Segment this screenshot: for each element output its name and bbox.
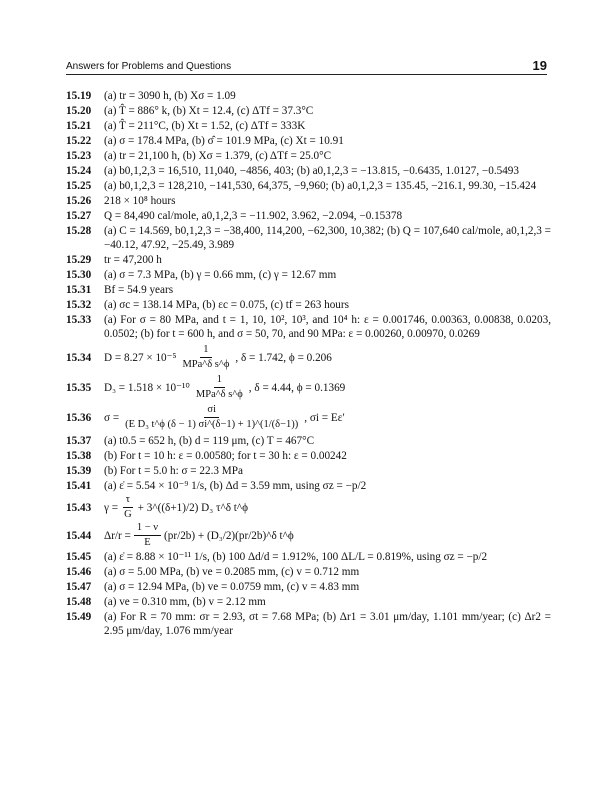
equation-lhs: D = 8.27 × 10⁻⁵ bbox=[104, 351, 177, 364]
answer-item bbox=[66, 134, 551, 148]
answer-number: 15.43 bbox=[66, 501, 92, 514]
answer-number: 15.20 bbox=[66, 105, 92, 117]
answer-number: 15.41 bbox=[66, 480, 92, 492]
answer-text: (b) For t = 10 h: ε = 0.00580; for t = 30 h: ε = 0.00242 bbox=[104, 450, 347, 462]
answer-item bbox=[66, 464, 551, 478]
answer-number: 15.38 bbox=[66, 450, 92, 462]
answer-item-equation bbox=[66, 344, 551, 371]
numerator: τ bbox=[123, 494, 133, 508]
answer-text: (a) T̂ = 886° k, (b) Xt = 12.4, (c) ΔTf = 37.3°C bbox=[104, 105, 314, 117]
answer-item bbox=[66, 104, 551, 118]
header-rule bbox=[66, 74, 547, 75]
answer-number: 15.28 bbox=[66, 225, 92, 237]
denominator: (E D₃ t^ϕ (δ − 1) σi^(δ−1) + 1)^(1/(δ−1)) bbox=[125, 419, 299, 430]
fraction bbox=[179, 344, 232, 371]
answer-item bbox=[66, 550, 551, 564]
answer-item-equation bbox=[66, 374, 551, 401]
equation-rhs: , σi = Eε′ bbox=[304, 411, 345, 424]
answer-text: (b) For t = 5.0 h: σ = 22.3 MPa bbox=[104, 465, 243, 477]
answer-number: 15.27 bbox=[66, 210, 92, 222]
answer-number: 15.35 bbox=[66, 381, 92, 394]
equation-lhs: Δr/r = bbox=[104, 529, 131, 542]
equation-lhs: D₃ = 1.518 × 10⁻¹⁰ bbox=[104, 381, 190, 394]
equation bbox=[104, 494, 551, 521]
answer-number: 15.25 bbox=[66, 180, 92, 192]
fraction bbox=[122, 404, 301, 431]
answer-item-equation bbox=[66, 404, 551, 431]
answer-number: 15.44 bbox=[66, 529, 92, 542]
answer-number: 15.39 bbox=[66, 465, 92, 477]
answers-list bbox=[66, 89, 551, 639]
answer-text: Q = 84,490 cal/mole, a0,1,2,3 = −11.902, 3.962, −2.094, −0.15378 bbox=[104, 210, 403, 222]
answer-text: (a) tr = 3090 h, (b) Xσ = 1.09 bbox=[104, 90, 236, 102]
answer-item bbox=[66, 253, 551, 267]
answer-number: 15.19 bbox=[66, 90, 92, 102]
answer-number: 15.34 bbox=[66, 351, 92, 364]
answer-item bbox=[66, 179, 551, 193]
answer-text: (a) T̂ = 211°C, (b) Xt = 1.52, (c) ΔTf = 333K bbox=[104, 120, 306, 132]
denominator: G bbox=[124, 509, 132, 520]
answer-item bbox=[66, 298, 551, 312]
answer-number: 15.30 bbox=[66, 269, 92, 281]
answer-text: (a) σ = 5.00 MPa, (b) ve = 0.2085 mm, (c) v = 0.712 mm bbox=[104, 566, 360, 578]
answer-item-equation bbox=[66, 522, 551, 549]
answer-item bbox=[66, 565, 551, 579]
answer-item bbox=[66, 434, 551, 448]
equation bbox=[104, 522, 551, 549]
answer-number: 15.45 bbox=[66, 551, 92, 563]
equation-rhs: , δ = 1.742, ϕ = 0.206 bbox=[235, 351, 332, 364]
answer-number: 15.24 bbox=[66, 165, 92, 177]
answer-item bbox=[66, 610, 551, 638]
chapter-title: Answers for Problems and Questions bbox=[66, 61, 232, 72]
numerator: 1 bbox=[214, 374, 225, 388]
answer-number: 15.26 bbox=[66, 195, 92, 207]
answer-text: (a) σ = 12.94 MPa, (b) ve = 0.0759 mm, (c) v = 4.83 mm bbox=[104, 581, 360, 593]
fraction bbox=[193, 374, 246, 401]
answer-number: 15.47 bbox=[66, 581, 92, 593]
answer-item bbox=[66, 580, 551, 594]
answer-text: Bf = 54.9 years bbox=[104, 284, 174, 296]
answer-number: 15.31 bbox=[66, 284, 92, 296]
answer-item bbox=[66, 194, 551, 208]
equation-rhs: (pr/2b) + (D₃/2)(pr/2b)^δ t^ϕ bbox=[164, 529, 294, 542]
equation-lhs: σ = bbox=[104, 411, 120, 424]
page-number: 19 bbox=[532, 58, 547, 73]
answer-text: (a) σc = 138.14 MPa, (b) εc = 0.075, (c) tf = 263 hours bbox=[104, 299, 349, 311]
answer-item bbox=[66, 209, 551, 223]
answer-text: (a) σ = 178.4 MPa, (b) σ̂ = 101.9 MPa, (c) Xt = 10.91 bbox=[104, 135, 344, 147]
answer-item-equation bbox=[66, 494, 551, 521]
numerator: σi bbox=[204, 404, 219, 418]
answer-text: (a) t0.5 = 652 h, (b) d = 119 μm, (c) T = 467°C bbox=[104, 435, 315, 447]
answer-text: (a) ε̇ = 5.54 × 10⁻⁹ 1/s, (b) Δd = 3.59 mm, using σz = −p/2 bbox=[104, 480, 367, 492]
answer-text: (a) tr = 21,100 h, (b) Xσ = 1.379, (c) ΔTf = 25.0°C bbox=[104, 150, 332, 162]
answer-item bbox=[66, 313, 551, 341]
answer-text: (a) For R = 70 mm: σr = 2.93, σt = 7.68 MPa; (b) Δr1 = 3.01 μm/day, 1.101 mm/year; (c) Δr2 = 2.95 μm/day, 1.076 mm/year bbox=[104, 611, 551, 637]
answer-item bbox=[66, 595, 551, 609]
answer-item bbox=[66, 283, 551, 297]
fraction bbox=[121, 494, 135, 521]
answer-text: (a) C = 14.569, b0,1,2,3 = −38,400, 114,200, −62,300, 10,382; (b) Q = 107,640 cal/mole, a0,1,2,3 = −40.12, 47.92, −25.49, 3.989 bbox=[104, 225, 551, 251]
denominator: E bbox=[144, 537, 151, 548]
answer-number: 15.37 bbox=[66, 435, 92, 447]
equation bbox=[104, 344, 551, 371]
answer-number: 15.23 bbox=[66, 150, 92, 162]
denominator: MPa^δ s^ϕ bbox=[182, 359, 230, 370]
answer-item bbox=[66, 149, 551, 163]
answer-text: (a) b0,1,2,3 = 128,210, −141,530, 64,375, −9,960; (b) a0,1,2,3 = 135.45, −216.1, 99.30, −15.424 bbox=[104, 180, 537, 192]
answer-number: 15.33 bbox=[66, 314, 92, 326]
answer-item bbox=[66, 89, 551, 103]
answer-number: 15.36 bbox=[66, 411, 92, 424]
answer-number: 15.21 bbox=[66, 120, 92, 132]
equation bbox=[104, 374, 551, 401]
answer-item bbox=[66, 119, 551, 133]
numerator: 1 − ν bbox=[134, 522, 161, 536]
answer-number: 15.48 bbox=[66, 596, 92, 608]
answer-number: 15.22 bbox=[66, 135, 92, 147]
equation bbox=[104, 404, 551, 431]
equation-rhs: + 3^((δ+1)/2) D₃ τ^δ t^ϕ bbox=[137, 501, 249, 514]
answer-text: (a) ve = 0.310 mm, (b) v = 2.12 mm bbox=[104, 596, 266, 608]
answer-text: (a) For σ = 80 MPa, and t = 1, 10, 10², 10³, and 10⁴ h: ε = 0.001746, 0.00363, 0.00838, 0.0203, 0.0502; (b) for t = 600 h, and σ = 50, 70, and 90 MPa: ε = 0.00260, 0.00970, 0.0269 bbox=[104, 314, 551, 340]
answer-text: 218 × 10⁸ hours bbox=[104, 195, 176, 207]
answer-text: (a) ε̇ = 8.88 × 10⁻¹¹ 1/s, (b) 100 Δd/d = 1.912%, 100 ΔL/L = 0.819%, using σz = −p/2 bbox=[104, 551, 488, 563]
answer-item bbox=[66, 224, 551, 252]
answer-item bbox=[66, 268, 551, 282]
denominator: MPa^δ s^ϕ bbox=[195, 389, 243, 400]
answer-text: (a) σ = 7.3 MPa, (b) γ = 0.66 mm, (c) γ = 12.67 mm bbox=[104, 269, 337, 281]
answer-item bbox=[66, 479, 551, 493]
answer-item bbox=[66, 449, 551, 463]
numerator: 1 bbox=[200, 344, 211, 358]
answer-number: 15.32 bbox=[66, 299, 92, 311]
answer-item bbox=[66, 164, 551, 178]
equation-lhs: γ = bbox=[104, 501, 119, 514]
answer-text: tr = 47,200 h bbox=[104, 254, 162, 266]
fraction bbox=[134, 522, 161, 549]
answer-number: 15.29 bbox=[66, 254, 92, 266]
answer-number: 15.49 bbox=[66, 611, 92, 623]
answer-text: (a) b0,1,2,3 = 16,510, 11,040, −4856, 403; (b) a0,1,2,3 = −13.815, −0.6435, 1.0127, −0.5493 bbox=[104, 165, 519, 177]
answer-number: 15.46 bbox=[66, 566, 92, 578]
equation-rhs: , δ = 4.44, ϕ = 0.1369 bbox=[248, 381, 346, 394]
